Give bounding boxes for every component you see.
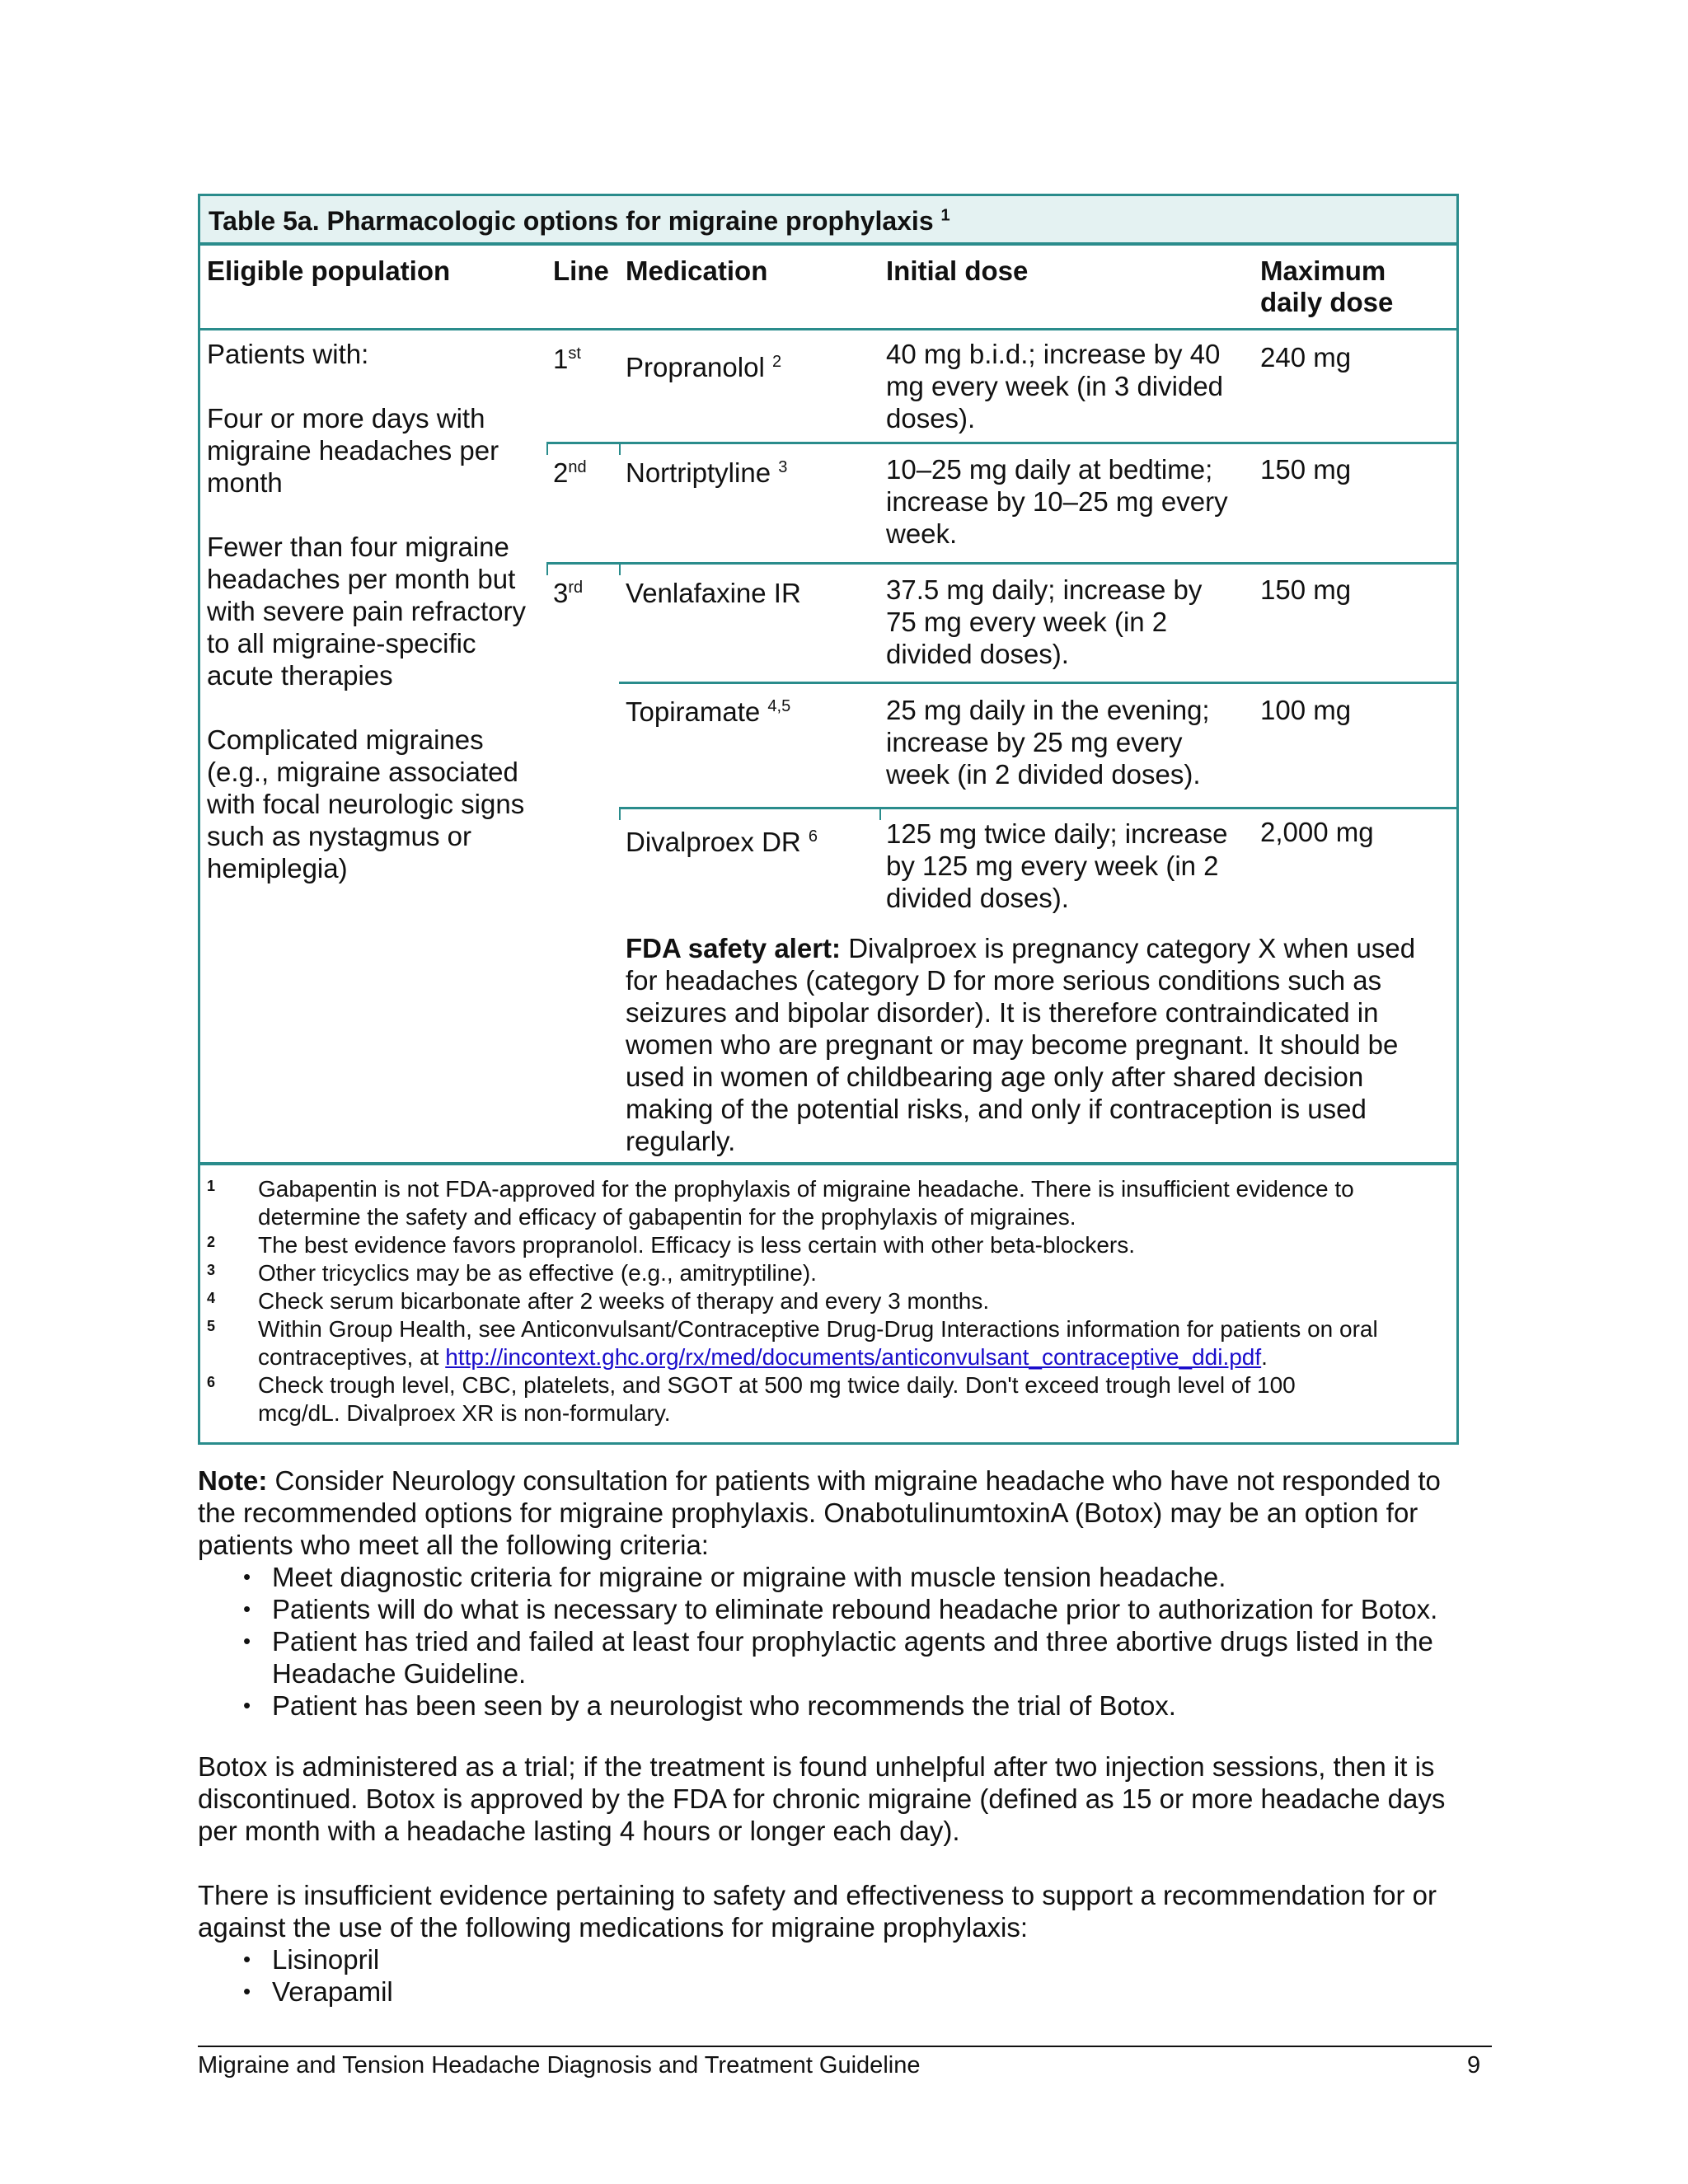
medication-nortriptyline: Nortriptyline $^3$ [626, 457, 788, 488]
footnote-6: 6 Check trough level, CBC, platelets, and SGOT at 500 mg twice daily. Don't exceed trough level of 100 mcg/dL. Divalproex XR is non-formulary. [207, 1372, 1296, 1426]
insufficient-evidence-paragraph: There is insufficient evidence pertaining to safety and effectiveness to support a recommendation for or against the use of the following medications for migraine prophylaxis: [198, 1880, 1437, 1943]
header-initial-dose: Initial dose [886, 255, 1029, 286]
row-divider-tick [546, 562, 548, 575]
row-divider-tick [619, 442, 621, 455]
max-dose-nortriptyline: 150 mg [1260, 454, 1352, 485]
header-medication: Medication [626, 255, 768, 286]
row-divider-tick [546, 442, 548, 455]
row-divider-tick [619, 807, 621, 820]
medication-topiramate: Topiramate $^{4,5}$ [626, 696, 791, 727]
initial-dose-topiramate: 25 mg daily in the evening; increase by 25 mg every week (in 2 divided doses). [886, 695, 1210, 790]
footnote-1: 1 Gabapentin is not FDA-approved for the prophylaxis of migraine headache. There is insufficient evidence to determine the safety and efficacy of gabapentin for the prophylaxis of migraines. [207, 1176, 1354, 1230]
footnote-4: 4 Check serum bicarbonate after 2 weeks of therapy and every 3 months. [207, 1288, 990, 1314]
header-maximum-daily-dose: Maximum daily dose [1260, 255, 1394, 317]
medication-propranolol: Propranolol $^2$ [626, 352, 782, 382]
list-item: • Patient has tried and failed at least four prophylactic agents and three abortive drugs listed in the Headache Guideline. [198, 1625, 1484, 1690]
line-second: 2nd [553, 457, 587, 488]
footnote-3: 3 Other tricyclics may be as effective (e.g., amitryptiline). [207, 1260, 817, 1286]
max-dose-venlafaxine: 150 mg [1260, 574, 1352, 605]
fda-safety-alert: FDA safety alert: Divalproex is pregnancy category X when used for headaches (category D for more serious conditions such as seizures and bipolar disorder). It is therefore contraindicated in women who are pregnant or may become pregnant. It should be used in women of childbearing age only after shared decision making of the potential risks, and only if contraception is used regularly. [626, 933, 1416, 1156]
row-divider [546, 562, 1459, 565]
prophylaxis-table [198, 194, 1459, 1445]
table-footnotes [200, 1162, 1456, 1445]
initial-dose-nortriptyline: 10–25 mg daily at bedtime; increase by 10–25 mg every week. [886, 454, 1228, 549]
row-divider [619, 682, 1459, 684]
medication-divalproex: Divalproex DR $^6$ [626, 827, 818, 857]
footnote-5: 5 Within Group Health, see Anticonvulsant/Contraceptive Drug-Drug Interactions information for patients on oral contraceptives, at http://incontext.ghc.org/rx/med/documents/anticonvulsant_contraceptive_ddi.pdf. [207, 1316, 1378, 1370]
row-divider [546, 442, 1459, 444]
header-divider [200, 328, 1456, 330]
row-divider-tick [619, 562, 621, 575]
list-item: • Verapamil [198, 1975, 1484, 2008]
medication-venlafaxine: Venlafaxine IR [626, 578, 801, 608]
footnote-2: 2 The best evidence favors propranolol. Efficacy is less certain with other beta-blockers. [207, 1232, 1135, 1258]
header-line: Line [553, 255, 609, 286]
list-item: • Patient has been seen by a neurologist who recommends the trial of Botox. [198, 1690, 1484, 1722]
insufficient-medications-list [198, 1943, 1484, 2008]
max-dose-propranolol: 240 mg [1260, 342, 1352, 373]
note-section [198, 1465, 1484, 1722]
botox-criteria-list [198, 1561, 1484, 1722]
eligible-population: Patients with: Four or more days with migraine headaches per month Fewer than four migraine headaches per month but with severe pain refractory to all migraine-specific acute therapies Complicated migraines (e.g., migraine associated with focal neurologic signs such as nystagmus or hemiplegia) [207, 339, 526, 883]
footer-title: Migraine and Tension Headache Diagnosis and Treatment Guideline [198, 2052, 921, 2079]
list-item: • Meet diagnostic criteria for migraine or migraine with muscle tension headache. [198, 1561, 1484, 1593]
insufficient-evidence-section [198, 1879, 1484, 2008]
row-divider-tick [879, 807, 881, 820]
page-number: 9 [1467, 2052, 1481, 2079]
anticonvulsant-contraceptive-link[interactable]: http://incontext.ghc.org/rx/med/documents/anticonvulsant_contraceptive_ddi.pdf [445, 1344, 1262, 1370]
note-paragraph: Note: Consider Neurology consultation for patients with migraine headache who have not responded to the recommended options for migraine prophylaxis. OnabotulinumtoxinA (Botox) may be an option for patients who meet all the following criteria: [198, 1465, 1441, 1560]
initial-dose-propranolol: 40 mg b.i.d.; increase by 40 mg every week (in 3 divided doses). [886, 339, 1224, 434]
list-item: • Lisinopril [198, 1943, 1484, 1975]
botox-paragraph: Botox is administered as a trial; if the treatment is found unhelpful after two injection sessions, then it is discontinued. Botox is approved by the FDA for chronic migraine (defined as 15 or more headache days per month with a headache lasting 4 hours or longer each day). [198, 1751, 1446, 1846]
max-dose-topiramate: 100 mg [1260, 695, 1352, 725]
initial-dose-divalproex: 125 mg twice daily; increase by 125 mg every week (in 2 divided doses). [886, 818, 1228, 913]
footer-divider [198, 2046, 1492, 2047]
line-first: 1st [553, 344, 581, 374]
header-eligible-population: Eligible population [207, 255, 451, 286]
list-item: • Patients will do what is necessary to eliminate rebound headache prior to authorization for Botox. [198, 1593, 1484, 1625]
max-dose-divalproex: 2,000 mg [1260, 817, 1374, 847]
row-divider [619, 807, 1459, 809]
initial-dose-venlafaxine: 37.5 mg daily; increase by 75 mg every week (in 2 divided doses). [886, 574, 1203, 669]
line-third: 3rd [553, 578, 584, 608]
table-title: Table 5a. Pharmacologic options for migraine prophylaxis $^1$ [200, 196, 1456, 246]
